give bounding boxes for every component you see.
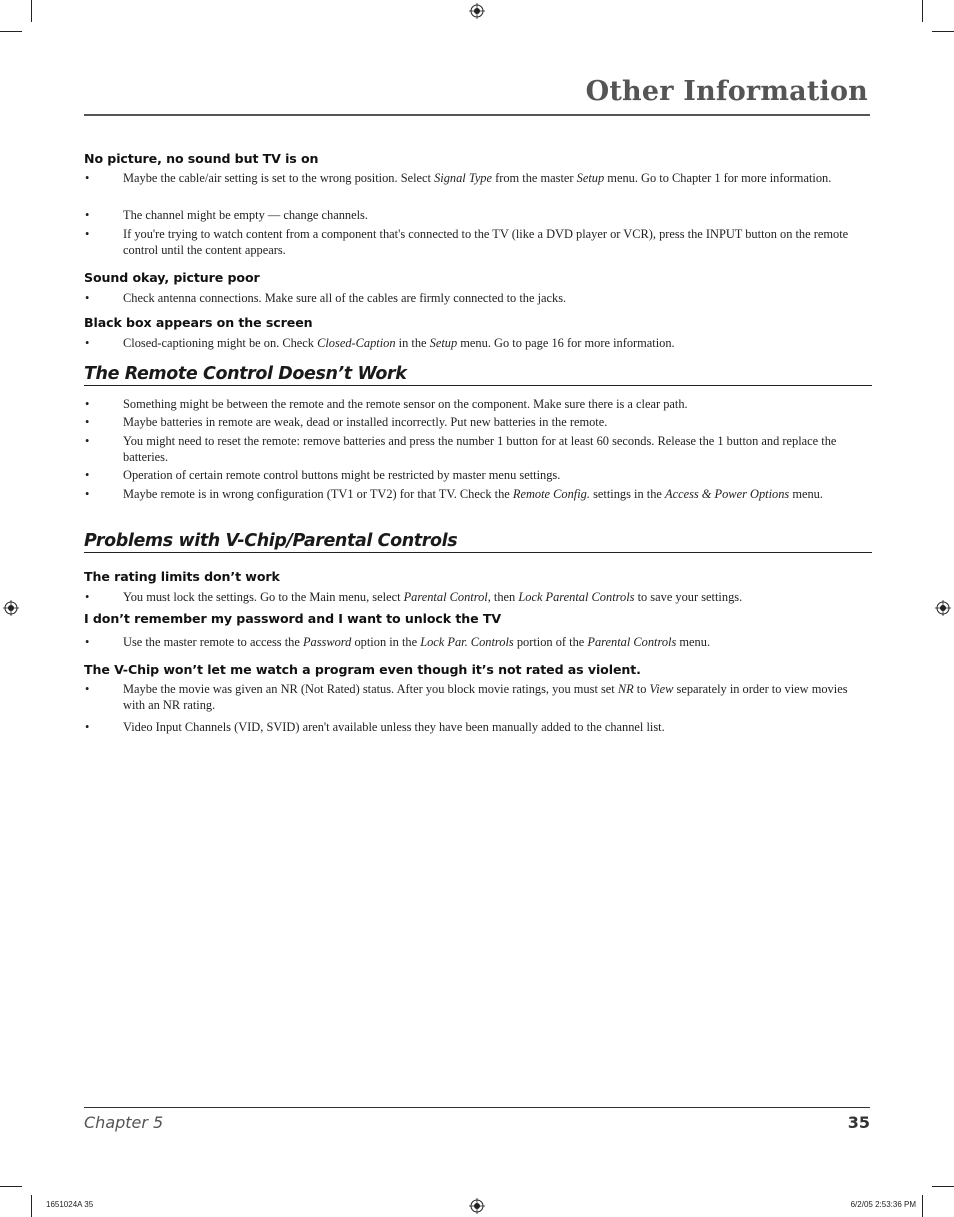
footer-page-number: 35 [847,1113,870,1132]
bullet: • [85,487,90,501]
registration-mark-icon [469,3,485,19]
crop-mark [922,1195,923,1217]
title-rule [84,114,870,116]
list-item [84,467,872,483]
list-item [84,433,872,465]
bullet: • [85,590,90,604]
bullet: • [85,415,90,429]
list-item [84,207,872,223]
crop-mark [31,0,32,22]
bullet: • [85,434,90,448]
list-item [84,170,872,186]
bullet: • [85,208,90,222]
list-item-text: Maybe the cable/air setting is set to the wrong position. Select Signal Type from the master Setup menu. Go to Chapter 1 for more information. [123,171,832,185]
list-item [84,414,872,430]
page-title: Other Information [585,76,868,107]
bullet: • [85,682,90,696]
crop-mark [0,1186,22,1187]
crop-mark [932,1186,954,1187]
registration-mark-icon [935,600,951,616]
list-item-text: Something might be between the remote and the remote sensor on the component. Make sure there is a clear path. [123,397,688,411]
crop-mark [932,31,954,32]
registration-mark-icon [3,600,19,616]
crop-mark [922,0,923,22]
crop-mark [0,31,22,32]
list-item [84,719,872,735]
print-slug-job: 1651024A 35 [46,1200,94,1209]
list-item-text: Maybe remote is in wrong configuration (TV1 or TV2) for that TV. Check the Remote Config. settings in the Access & Power Options menu. [123,487,823,501]
bullet: • [85,227,90,241]
list-item [84,681,872,713]
list-item-text: Video Input Channels (VID, SVID) aren't available unless they have been manually added to the channel list. [123,720,665,734]
list-item [84,226,872,258]
subheading-rating-limits: The rating limits don’t work [84,569,280,584]
list-item-text: Check antenna connections. Make sure all of the cables are firmly connected to the jacks. [123,291,567,305]
list-item-text: Maybe the movie was given an NR (Not Rated) status. After you block movie ratings, you must set NR to View separately in order to view movies with an NR rating. [123,682,848,712]
list-item [84,396,872,412]
list-item [84,589,872,605]
print-slug-timestamp: 6/2/05 2:53:36 PM [850,1200,916,1209]
list-item-text: You might need to reset the remote: remove batteries and press the number 1 button for at least 60 seconds. Release the 1 button and replace the batteries. [123,434,837,464]
subheading-vchip-violent: The V-Chip won’t let me watch a program even though it’s not rated as violent. [84,662,641,677]
list-item [84,335,872,351]
section-heading-vchip: Problems with V-Chip/Parental Controls [84,531,872,553]
list-item-text: Operation of certain remote control buttons might be restricted by master menu settings. [123,468,561,482]
list-item-text: Use the master remote to access the Password option in the Lock Par. Controls portion of the Parental Controls menu. [123,635,711,649]
footer-rule [84,1107,870,1108]
list-item-text: If you're trying to watch content from a component that's connected to the TV (like a DVD player or VCR), press the INPUT button on the remote control until the content appears. [123,227,849,257]
subheading-no-picture: No picture, no sound but TV is on [84,151,319,166]
bullet: • [85,468,90,482]
crop-mark [31,1195,32,1217]
list-item-text: Maybe batteries in remote are weak, dead or installed incorrectly. Put new batteries in the remote. [123,415,608,429]
list-item [84,634,872,650]
footer-chapter: Chapter 5 [84,1113,164,1132]
bullet: • [85,720,90,734]
bullet: • [85,171,90,185]
bullet: • [85,291,90,305]
list-item [84,486,872,502]
list-item-text: The channel might be empty — change channels. [123,208,368,222]
registration-mark-icon [469,1198,485,1214]
subheading-black-box: Black box appears on the screen [84,315,313,330]
list-item-text: You must lock the settings. Go to the Main menu, select Parental Control, then Lock Parental Controls to save your settings. [123,590,743,604]
bullet: • [85,635,90,649]
bullet: • [85,336,90,350]
list-item [84,290,872,306]
subheading-sound-okay: Sound okay, picture poor [84,270,260,285]
bullet: • [85,397,90,411]
subheading-password: I don’t remember my password and I want to unlock the TV [84,611,501,626]
section-heading-remote: The Remote Control Doesn’t Work [84,364,872,386]
list-item-text: Closed-captioning might be on. Check Closed-Caption in the Setup menu. Go to page 16 for more information. [123,336,675,350]
